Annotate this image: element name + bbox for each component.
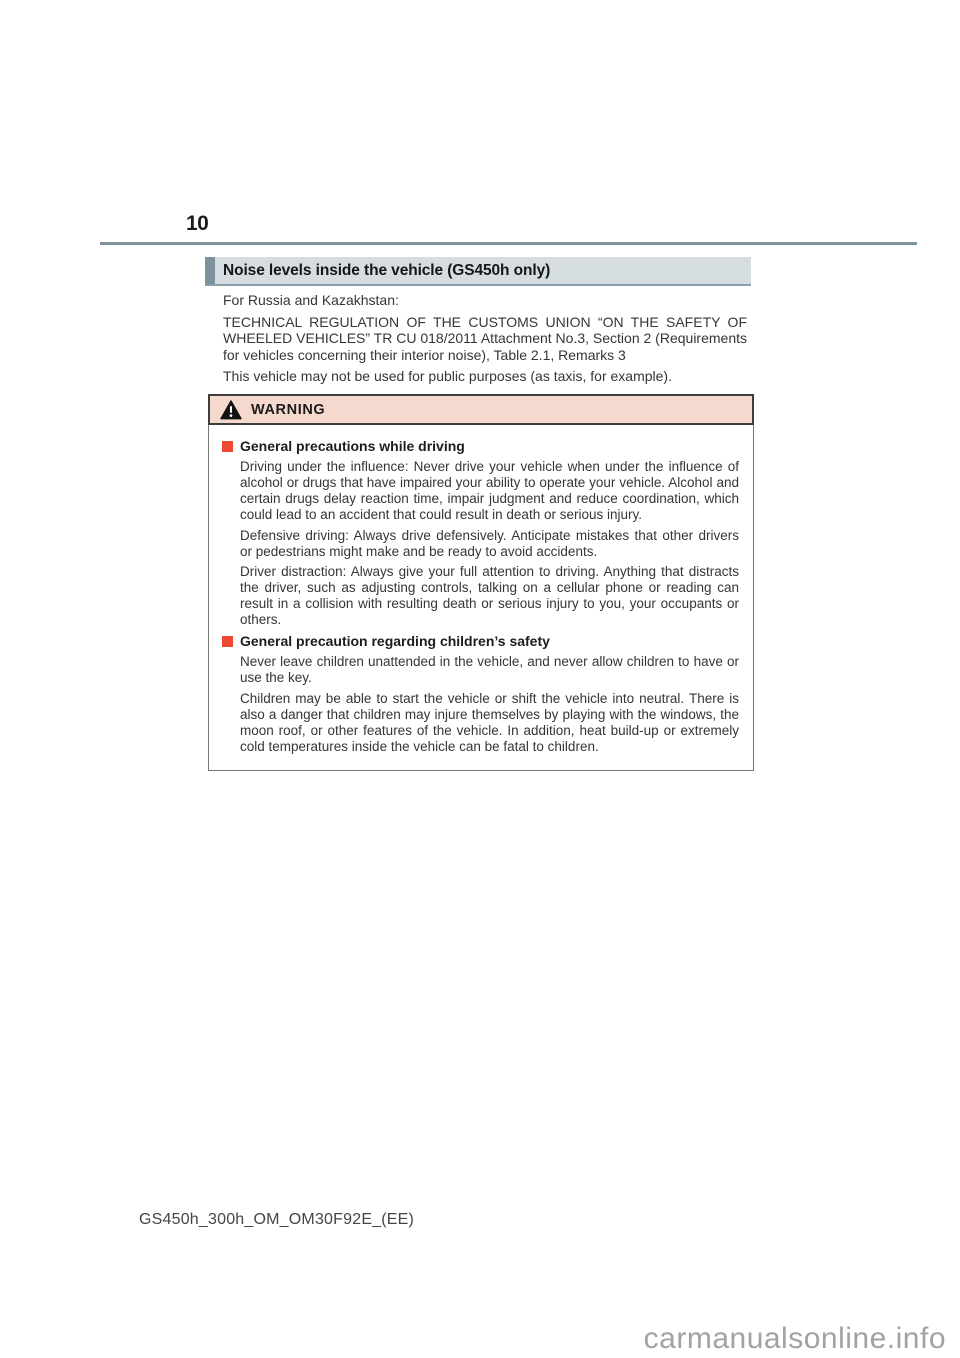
header-rule: [100, 242, 917, 245]
page-number: 10: [186, 212, 209, 235]
warning-label: WARNING: [251, 401, 326, 418]
warning-paragraph: Driving under the influence: Never drive your vehicle when under the influence of alcohol or drugs that have impaired your ability to operate your vehicle. Alcohol and certain drugs delay reaction time, impair judgment and reduce coordination, which could lead to an accident that could result in death or serious injury.: [240, 459, 739, 522]
warning-subheading-text: General precaution regarding children’s safety: [240, 633, 550, 650]
warning-paragraph: Driver distraction: Always give your full attention to driving. Anything that distracts the driver, such as adjusting controls, talking on a cellular phone or reading can result in a collision with resulting death or serious injury to you, your occupants or others.: [240, 564, 739, 628]
warning-subheading-driving: [222, 438, 739, 454]
warning-header: [208, 394, 754, 425]
regulation-paragraph: TECHNICAL REGULATION OF THE CUSTOMS UNION “ON THE SAFETY OF WHEELED VEHICLES” TR CU 018/2011 Attachment No.3, Section 2 (Requirements for vehicles concerning their interior noise), Table 2.1, Remarks 3: [223, 313, 747, 363]
intro-paragraph: For Russia and Kazakhstan:: [223, 292, 399, 308]
warning-paragraph: Never leave children unattended in the vehicle, and never allow children to have or use the key.: [240, 654, 739, 685]
note-paragraph: This vehicle may not be used for public purposes (as taxis, for example).: [223, 368, 672, 384]
section-title-bar: [205, 257, 751, 286]
section-accent-bar: [205, 257, 215, 284]
document-code: GS450h_300h_OM_OM30F92E_(EE): [139, 1211, 415, 1228]
section-title: Noise levels inside the vehicle (GS450h only): [223, 261, 551, 279]
watermark: carmanualsonline.info: [643, 1322, 946, 1355]
warning-content: [208, 425, 754, 771]
warning-paragraph: Children may be able to start the vehicle or shift the vehicle into neutral. There is also a danger that children may injure themselves by playing with the windows, the moon roof, or other features of the vehicle. In addition, heat build-up or extremely cold temperatures inside the vehicle can be fatal to children.: [240, 690, 739, 754]
square-bullet-icon: [222, 636, 233, 647]
square-bullet-icon: [222, 441, 233, 452]
warning-triangle-icon: [220, 400, 242, 420]
warning-subheading-children: [222, 633, 739, 649]
warning-subheading-text: General precautions while driving: [240, 438, 465, 454]
warning-paragraph: Defensive driving: Always drive defensively. Anticipate mistakes that other drivers or pedestrians might make and be ready to avoid accidents.: [240, 527, 739, 559]
section-body: [223, 292, 747, 390]
warning-box: [208, 394, 754, 771]
